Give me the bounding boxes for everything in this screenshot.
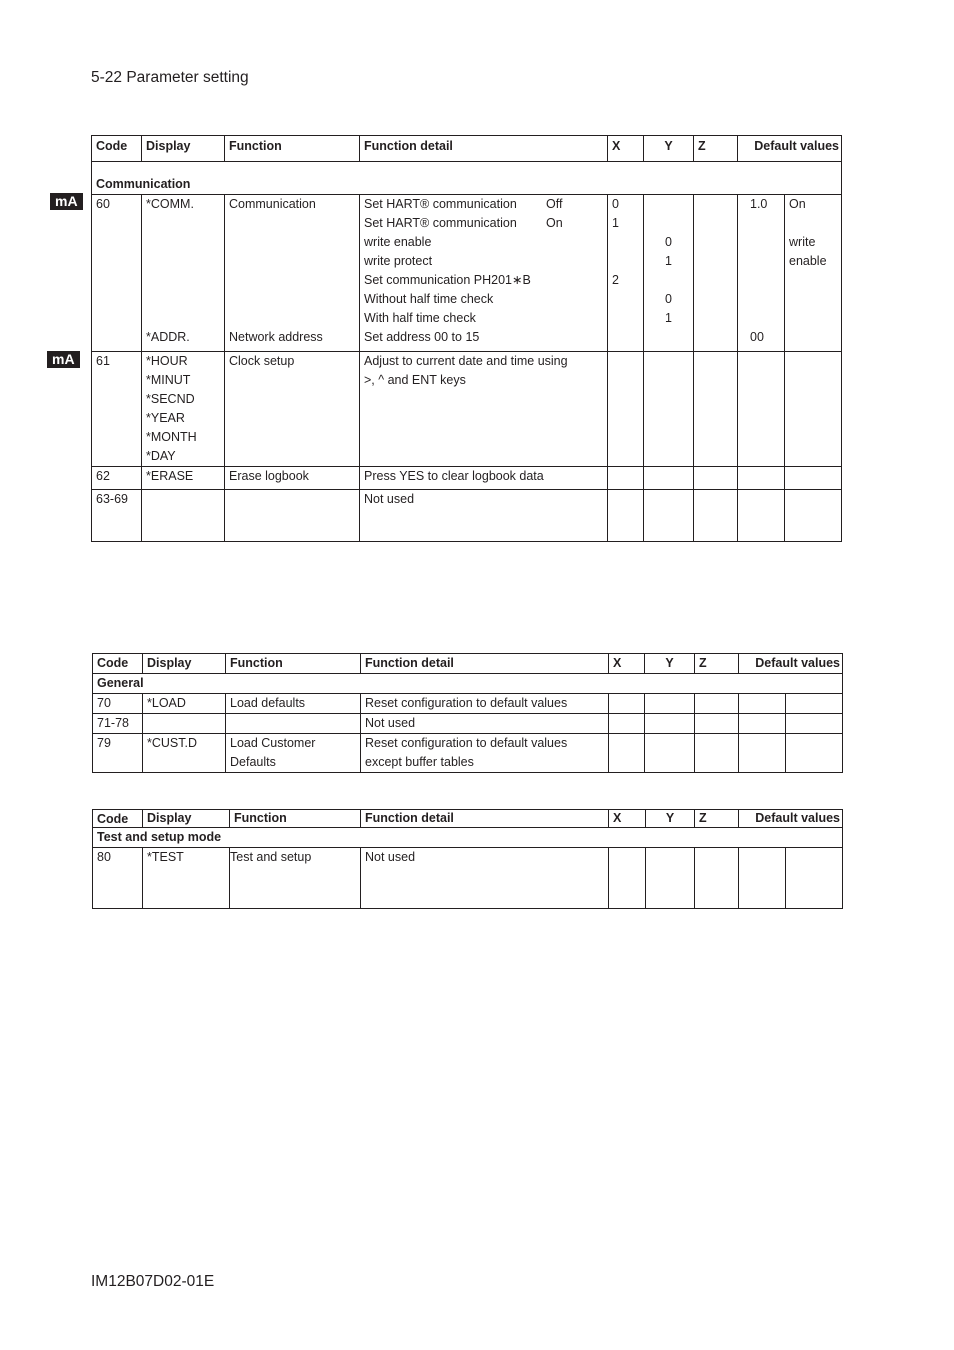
function-cell: Test and setup bbox=[230, 848, 361, 909]
detail-text: Set HART® communication bbox=[364, 197, 517, 211]
ma-badge: mA bbox=[50, 193, 83, 210]
col-display: Display bbox=[143, 810, 230, 828]
col-default-values: Default values bbox=[739, 654, 843, 674]
z-cell bbox=[694, 352, 738, 467]
code-cell: 62 bbox=[92, 467, 142, 490]
detail-cell: Press YES to clear logbook data bbox=[360, 467, 608, 490]
col-display: Display bbox=[142, 136, 225, 162]
col-display: Display bbox=[143, 654, 226, 674]
y-cell bbox=[644, 352, 694, 467]
parameter-table-test-setup bbox=[92, 809, 843, 909]
detail-text: >, ^ and ENT keys bbox=[364, 373, 466, 387]
col-x: X bbox=[609, 810, 646, 828]
table-header-row bbox=[93, 654, 843, 674]
z-cell bbox=[694, 467, 738, 490]
x-cell bbox=[608, 195, 644, 352]
display-cell: *TEST bbox=[143, 848, 230, 909]
y-value: 1 bbox=[665, 311, 672, 325]
col-y: Y bbox=[645, 654, 695, 674]
col-function-detail: Function detail bbox=[360, 136, 608, 162]
display-cell bbox=[142, 195, 225, 352]
default-value-cell bbox=[738, 352, 785, 467]
section-title: General bbox=[93, 674, 843, 694]
detail-option: Off bbox=[546, 197, 563, 211]
default-text-cell bbox=[785, 352, 842, 467]
col-x: X bbox=[608, 136, 644, 162]
function-cell bbox=[226, 734, 361, 773]
default-value-cell bbox=[738, 195, 785, 352]
section-row bbox=[93, 674, 843, 694]
x-value: 0 bbox=[612, 197, 619, 211]
y-cell bbox=[646, 848, 695, 909]
default-value-cell bbox=[738, 490, 785, 542]
col-y: Y bbox=[646, 810, 695, 828]
col-default-values: Default values bbox=[739, 810, 843, 828]
col-function: Function bbox=[226, 654, 361, 674]
detail-text: Set communication PH201∗B bbox=[364, 273, 531, 287]
y-cell bbox=[645, 714, 695, 734]
code-cell: 61 bbox=[92, 352, 142, 467]
display-cell: *CUST.D bbox=[143, 734, 226, 773]
col-y: Y bbox=[644, 136, 694, 162]
z-cell bbox=[695, 694, 739, 714]
function-cell bbox=[225, 490, 360, 542]
x-cell bbox=[609, 848, 646, 909]
z-cell bbox=[694, 490, 738, 542]
y-value: 0 bbox=[665, 235, 672, 249]
detail-cell: Not used bbox=[361, 714, 609, 734]
table-row bbox=[92, 352, 842, 467]
default-text-cell bbox=[786, 714, 843, 734]
table-row bbox=[92, 467, 842, 490]
y-cell bbox=[644, 490, 694, 542]
x-cell bbox=[609, 694, 645, 714]
col-z: Z bbox=[694, 136, 738, 162]
x-cell bbox=[608, 490, 644, 542]
detail-cell bbox=[361, 734, 609, 773]
function-cell: Load defaults bbox=[226, 694, 361, 714]
col-function-detail: Function detail bbox=[361, 654, 609, 674]
display-cell bbox=[142, 352, 225, 467]
x-value: 1 bbox=[612, 216, 619, 230]
x-cell bbox=[608, 352, 644, 467]
default-value-cell bbox=[739, 734, 786, 773]
table-row bbox=[93, 694, 843, 714]
section-title: Communication bbox=[92, 162, 842, 195]
default-text: write bbox=[789, 235, 816, 249]
default-text: enable bbox=[789, 254, 827, 268]
x-value: 2 bbox=[612, 273, 619, 287]
col-function: Function bbox=[225, 136, 360, 162]
detail-text: write protect bbox=[364, 254, 433, 268]
col-z: Z bbox=[695, 810, 739, 828]
code-value: 60 bbox=[96, 197, 110, 211]
z-cell bbox=[695, 734, 739, 773]
detail-cell: Reset configuration to default values bbox=[361, 694, 609, 714]
parameter-table-general bbox=[92, 653, 843, 773]
ma-badge: mA bbox=[47, 351, 80, 368]
display-value: *HOUR bbox=[146, 354, 188, 368]
parameter-table-communication bbox=[91, 135, 842, 542]
default-value-cell bbox=[739, 694, 786, 714]
table-header-row bbox=[93, 810, 843, 828]
default-text-cell bbox=[786, 694, 843, 714]
col-z: Z bbox=[695, 654, 739, 674]
default-text-cell bbox=[785, 195, 842, 352]
code-cell: 80 bbox=[93, 848, 143, 909]
table-row bbox=[93, 734, 843, 773]
x-cell bbox=[609, 714, 645, 734]
col-default-values: Default values bbox=[738, 136, 842, 162]
detail-cell: Not used bbox=[360, 490, 608, 542]
code-cell: 79 bbox=[93, 734, 143, 773]
col-function: Function bbox=[230, 810, 361, 828]
col-code: Code bbox=[93, 810, 143, 828]
function-value: Load Customer bbox=[230, 736, 316, 750]
detail-text: Reset configuration to default values bbox=[365, 736, 568, 750]
detail-text: except buffer tables bbox=[365, 755, 474, 769]
z-cell bbox=[695, 848, 739, 909]
function-value: Defaults bbox=[230, 755, 276, 769]
col-code: Code bbox=[92, 136, 142, 162]
default-value: 1.0 bbox=[750, 197, 768, 211]
detail-cell bbox=[360, 352, 608, 467]
display-value: *COMM. bbox=[146, 197, 194, 211]
table-row bbox=[93, 714, 843, 734]
section-row bbox=[93, 828, 843, 848]
default-text-cell bbox=[785, 490, 842, 542]
default-text-cell bbox=[785, 467, 842, 490]
default-text: On bbox=[789, 197, 806, 211]
function-cell bbox=[225, 195, 360, 352]
function-cell: Erase logbook bbox=[225, 467, 360, 490]
section-row bbox=[92, 162, 842, 195]
table-row bbox=[93, 848, 843, 909]
table-header-row bbox=[92, 136, 842, 162]
col-x: X bbox=[609, 654, 645, 674]
x-cell bbox=[609, 734, 645, 773]
default-text-cell bbox=[786, 734, 843, 773]
page-footer: IM12B07D02-01E bbox=[91, 1273, 215, 1290]
y-cell bbox=[644, 195, 694, 352]
code-cell bbox=[92, 195, 142, 352]
section-title: Test and setup mode bbox=[93, 828, 843, 848]
z-cell bbox=[694, 195, 738, 352]
table-row bbox=[92, 195, 842, 352]
default-text-cell bbox=[786, 848, 843, 909]
y-cell bbox=[645, 694, 695, 714]
display-value: *SECND bbox=[146, 392, 195, 406]
default-value-cell bbox=[739, 848, 786, 909]
detail-text: write enable bbox=[364, 235, 432, 249]
detail-text: Set HART® communication bbox=[364, 216, 517, 230]
default-value: 00 bbox=[750, 330, 764, 344]
default-value-cell bbox=[738, 467, 785, 490]
code-cell: 71-78 bbox=[93, 714, 143, 734]
detail-cell: Not used bbox=[361, 848, 609, 909]
z-cell bbox=[695, 714, 739, 734]
function-value: Network address bbox=[229, 330, 323, 344]
page-header: 5-22 Parameter setting bbox=[91, 69, 249, 86]
display-value: *MINUT bbox=[146, 373, 191, 387]
detail-text: Without half time check bbox=[364, 292, 494, 306]
default-value-cell bbox=[739, 714, 786, 734]
display-cell: *LOAD bbox=[143, 694, 226, 714]
display-value: *YEAR bbox=[146, 411, 185, 425]
detail-cell bbox=[360, 195, 608, 352]
display-value: *ADDR. bbox=[146, 330, 190, 344]
function-cell bbox=[226, 714, 361, 734]
display-cell bbox=[143, 714, 226, 734]
display-cell bbox=[142, 490, 225, 542]
display-cell: *ERASE bbox=[142, 467, 225, 490]
col-code: Code bbox=[93, 654, 143, 674]
detail-option: On bbox=[546, 216, 563, 230]
y-value: 1 bbox=[665, 254, 672, 268]
detail-text: With half time check bbox=[364, 311, 476, 325]
code-cell: 70 bbox=[93, 694, 143, 714]
function-cell: Clock setup bbox=[225, 352, 360, 467]
x-cell bbox=[608, 467, 644, 490]
display-value: *DAY bbox=[146, 449, 176, 463]
function-value: Communication bbox=[229, 197, 316, 211]
col-function-detail: Function detail bbox=[361, 810, 609, 828]
detail-text: Adjust to current date and time using bbox=[364, 354, 568, 368]
detail-text: Set address 00 to 15 bbox=[364, 330, 480, 344]
display-value: *MONTH bbox=[146, 430, 197, 444]
table-row bbox=[92, 490, 842, 542]
y-cell bbox=[645, 734, 695, 773]
code-cell: 63-69 bbox=[92, 490, 142, 542]
y-cell bbox=[644, 467, 694, 490]
y-value: 0 bbox=[665, 292, 672, 306]
